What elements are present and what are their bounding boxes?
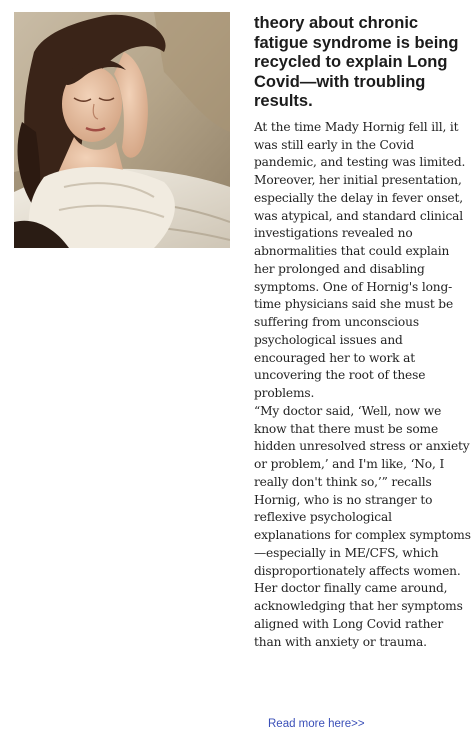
painting-of-resting-woman (14, 12, 230, 248)
article-excerpt (254, 14, 472, 651)
read-more-link[interactable]: Read more here>> (268, 718, 365, 730)
article-paragraph-2: “My doctor said, ‘Well, now we know that there must be some hidden unresolved stress or anxiety or problem,’ and I'm like, ‘No, I really don't think so,’” recalls Hornig, who is no stranger to reflexive psychological explanations for complex symptoms—especially in ME/CFS, which disproportionately affects women. Her doctor finally came around, acknowledging that her symptoms aligned with Long Covid rather than with anxiety or trauma. (254, 403, 471, 649)
article-paragraph-1: At the time Mady Hornig fell ill, it was still early in the Covid pandemic, and testing was limited. Moreover, her initial presentation, especially the delay in fever onset, was atypical, and standard clinical investigations revealed no abnormalities that could explain her prolonged and disabling symptoms. One of Hornig's long-time physicians said she must be suffering from unconscious psychological issues and encouraged her to work at uncovering the root of these problems. (254, 119, 466, 401)
article-illustration (14, 12, 230, 248)
article-headline: theory about chronic fatigue syndrome is being recycled to explain Long Covid—with troubling results. (254, 14, 459, 111)
